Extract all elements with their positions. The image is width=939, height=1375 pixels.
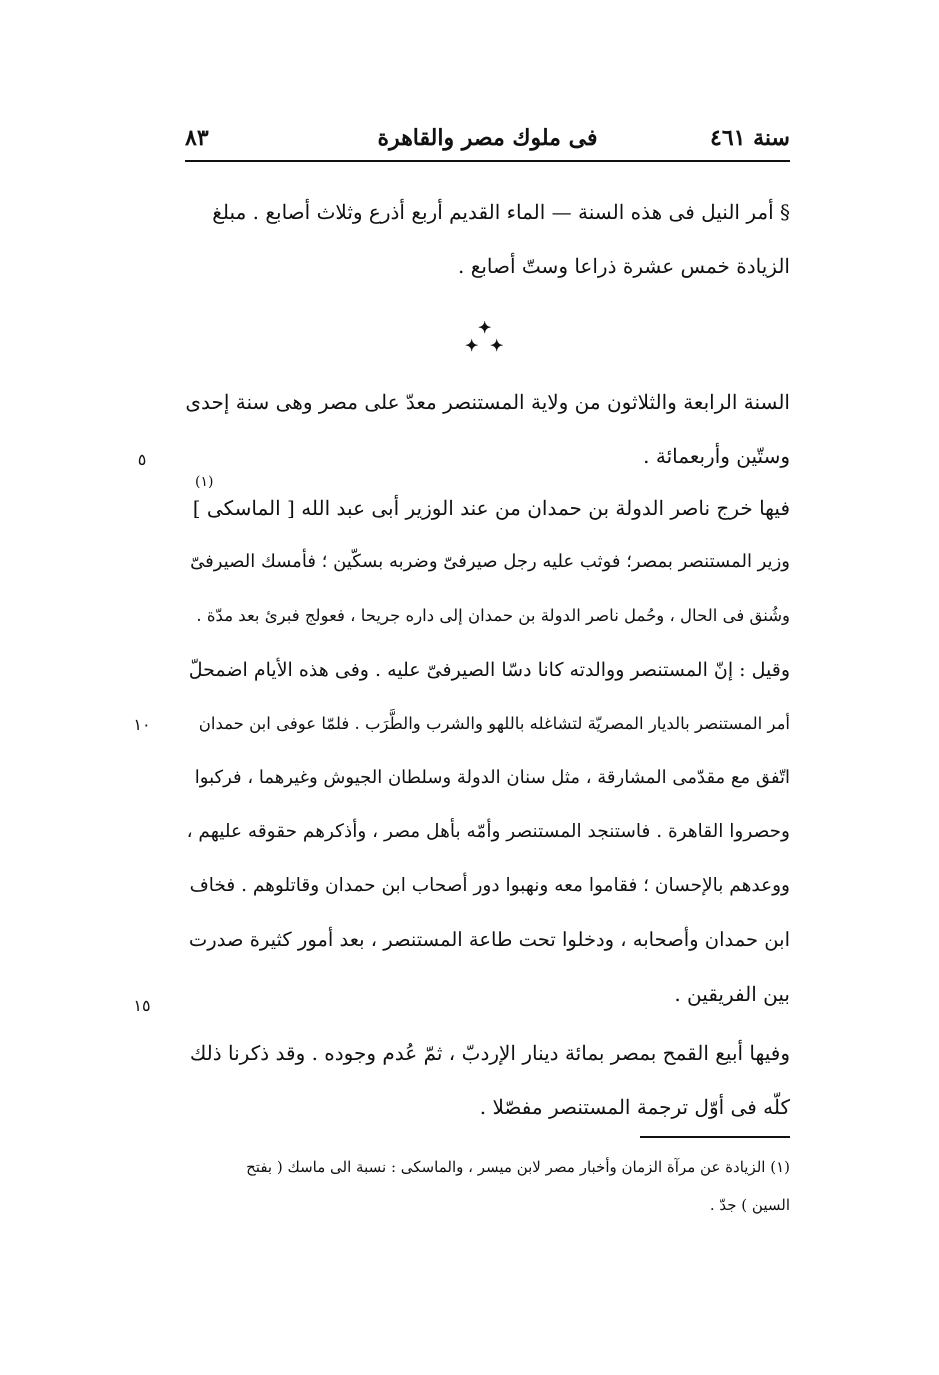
text-line: § أمر النيل فى هذه السنة — الماء القديم أربع أذرع وثلاث أصابع . مبلغ bbox=[212, 200, 790, 224]
ornament-star: ✦ bbox=[478, 318, 492, 337]
nile-paragraph bbox=[185, 185, 790, 293]
footnote-rule bbox=[640, 1136, 790, 1138]
text-line: وستّين وأربعمائة . bbox=[643, 444, 790, 468]
header-year: سنة ٤٦١ bbox=[710, 125, 790, 151]
wheat-paragraph bbox=[185, 1026, 790, 1134]
text-line: وفيها أبيع القمح بمصر بمائة دينار الإردبّ ، ثمّ عُدم وجوده . وقد ذكرنا ذلك bbox=[189, 1041, 790, 1065]
margin-line-number: ١٠ bbox=[133, 715, 151, 734]
page-number: ٨٣ bbox=[185, 125, 209, 151]
text-line: كلّه فى أوّل ترجمة المستنصر مفصّلا . bbox=[479, 1095, 790, 1119]
ornament-star: ✦ bbox=[490, 336, 504, 355]
text-line: ووعدهم بالإحسان ؛ فقاموا معه ونهبوا دور أصحاب ابن حمدان وقاتلوهم . فخاف bbox=[189, 875, 790, 896]
header-rule bbox=[185, 160, 790, 162]
main-paragraph bbox=[185, 481, 790, 1021]
margin-line-number: ٥ bbox=[137, 450, 147, 469]
text-line: وحصروا القاهرة . فاستنجد المستنصر وأمّه بأهل مصر ، وأذكرهم حقوقه عليهم ، bbox=[186, 821, 790, 842]
running-header bbox=[185, 118, 790, 158]
text-line: فيها خرج ناصر الدولة بن حمدان من عند الوزير أبى عبد الله [ الماسكى ] bbox=[192, 496, 790, 520]
ornament-star: ✦ bbox=[465, 336, 479, 355]
text-line: أمر المستنصر بالديار المصريّة لتشاغله باللهو والشرب والطَّرَب . فلمّا عوفى ابن حمدان bbox=[198, 714, 790, 733]
header-title: فى ملوك مصر والقاهرة bbox=[377, 125, 598, 151]
text-line: السنة الرابعة والثلاثون من ولاية المستنصر معدّ على مصر وهى سنة إحدى bbox=[185, 390, 790, 414]
text-line: وشُنق فى الحال ، وحُمل ناصر الدولة بن حمدان إلى داره جريحا ، فعولج فبرئ بعد مدّة . bbox=[196, 606, 790, 625]
margin-line-number: ١٥ bbox=[133, 996, 151, 1015]
text-line: الزيادة خمس عشرة ذراعا وستّ أصابع . bbox=[458, 254, 790, 278]
section-divider-ornament bbox=[440, 318, 530, 358]
footnote-line: (١) الزيادة عن مرآة الزمان وأخبار مصر لابن ميسر ، والماسكى : نسبة الى ماسك ( بفتح bbox=[246, 1158, 790, 1176]
text-line: بين الفريقين . bbox=[674, 982, 790, 1006]
footnote-line: السين ) جدّ . bbox=[709, 1196, 790, 1214]
text-line: ابن حمدان وأصحابه ، ودخلوا تحت طاعة المستنصر ، بعد أمور كثيرة صدرت bbox=[188, 928, 790, 951]
footnote-reference: (١) bbox=[195, 474, 214, 490]
text-line: اتّفق مع مقدّمى المشارقة ، مثل سنان الدولة وسلطان الجيوش وغيرهما ، فركبوا bbox=[194, 767, 790, 788]
text-line: وقيل : إنّ المستنصر ووالدته كانا دسّا الصيرفىّ عليه . وفى هذه الأيام اضمحلّ bbox=[188, 659, 790, 681]
year-heading-paragraph bbox=[185, 375, 790, 483]
text-line: وزير المستنصر بمصر؛ فوثب عليه رجل صيرفىّ وضربه بسكّين ؛ فأمسك الصيرفىّ bbox=[190, 551, 790, 572]
footnote bbox=[185, 1148, 790, 1224]
